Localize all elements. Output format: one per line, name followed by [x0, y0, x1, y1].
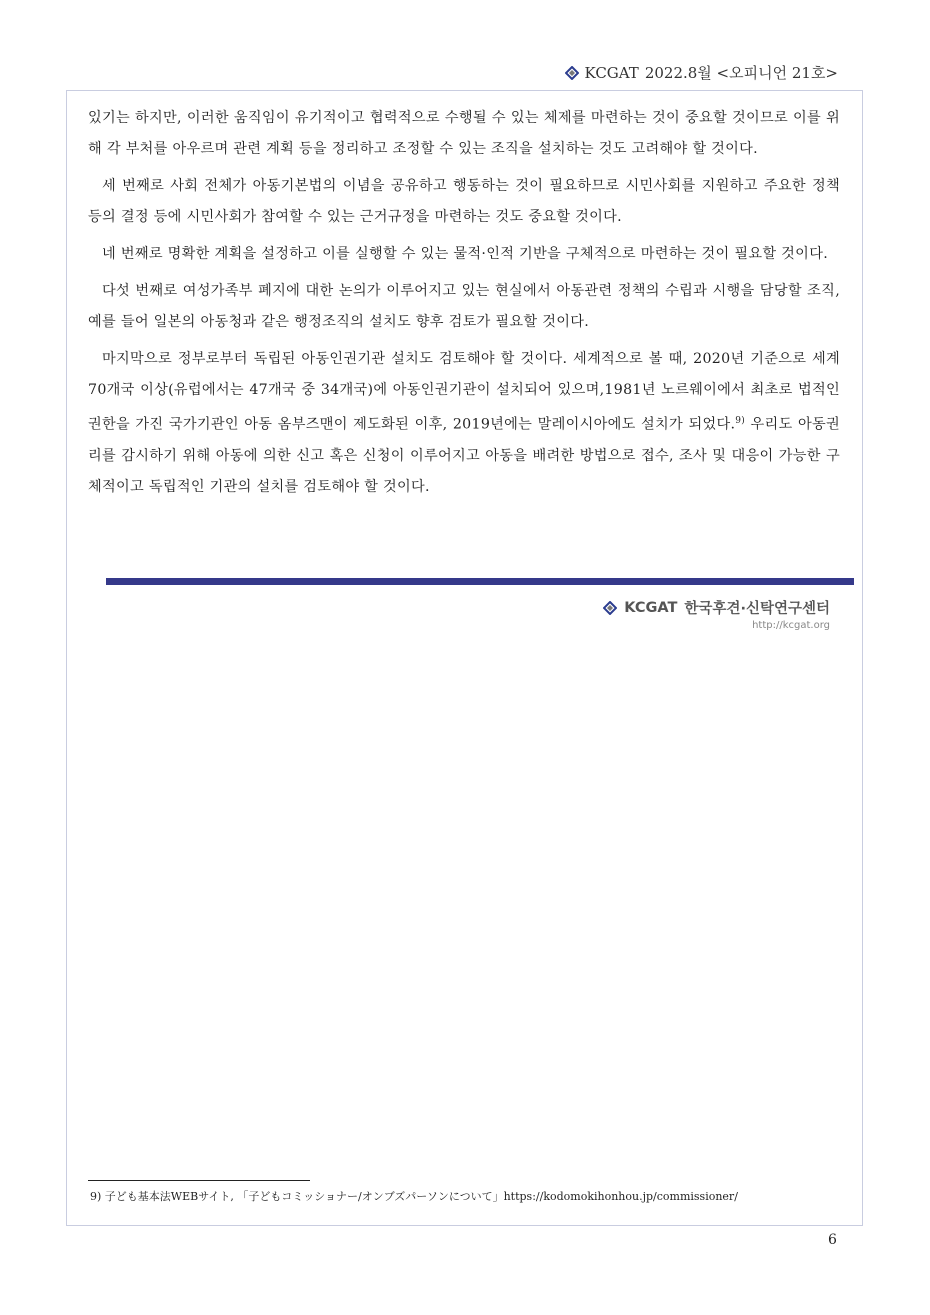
footnote-ref[interactable]: 9): [735, 416, 746, 426]
footnote-rule: [88, 1180, 310, 1181]
header-issue: 2022.8월 <오피니언 21호>: [644, 64, 838, 82]
paragraph-5-part-2: 우리도 아동권리를 감시하기 위해 아동에 의한 신고 혹은 신청이 이루어지고 아동을 배려한 방법으로 접수, 조사 및 대응이 가능한 구체적이고 독립적인 기관의 설치를 검토해야 할 것이다.: [88, 416, 840, 495]
paragraph-3: 네 번째로 명확한 계획을 설정하고 이를 실행할 수 있는 물적·인적 기반을 구체적으로 마련하는 것이 필요할 것이다.: [102, 246, 829, 262]
footnote: 9) 子ども基本法WEBサイト, 「子どもコミッショナー/オンブズパーソンについて」https://kodomokihonhou.jp/commissioner/: [90, 1190, 738, 1203]
section-divider: [106, 578, 854, 585]
paragraph-2: 세 번째로 사회 전체가 아동기본법의 이념을 공유하고 행동하는 것이 필요하므로 시민사회를 지원하고 주요한 정책 등의 결정 등에 시민사회가 참여할 수 있는 근거규정을 마련하는 것도 중요할 것이다.: [88, 178, 840, 225]
logo-brand: KCGAT: [624, 599, 678, 616]
logo-name: 한국후견·신탁연구센터: [684, 601, 830, 617]
kcgat-diamond-icon: [565, 66, 579, 80]
kcgat-diamond-icon: [603, 601, 617, 615]
logo-line: [603, 597, 830, 618]
page-number: 6: [828, 1232, 837, 1248]
paragraph-5: [88, 344, 840, 503]
page-header: [565, 62, 838, 83]
header-brand: KCGAT: [584, 63, 639, 82]
kcgat-logo: [603, 597, 830, 631]
paragraph-4: 다섯 번째로 여성가족부 폐지에 대한 논의가 이루어지고 있는 현실에서 아동관련 정책의 수립과 시행을 담당할 조직, 예를 들어 일본의 아동청과 같은 행정조직의 설치도 향후 검토가 필요할 것이다.: [88, 283, 841, 330]
paragraph-5-part-1: 마지막으로 정부로부터 독립된 아동인권기관 설치도 검토해야 할 것이다. 세계적으로 볼 때, 2020년 기준으로 세계 70개국 이상(유럽에서는 47개국 중 34개국)에 아동인권기관이 설치되어 있으며,1981년 노르웨이에서 최초로 법적인 권한을 가진 국가기관인 아동 옴부즈맨이 제도화된 이후, 2019년에는 말레이시아에도 설치가 되었다.: [88, 351, 840, 433]
paragraph-1: 있기는 하지만, 이러한 움직임이 유기적이고 협력적으로 수행될 수 있는 체제를 마련하는 것이 중요할 것이므로 이를 위해 각 부처를 아우르며 관련 계획 등을 정리하고 조정할 수 있는 조직을 설치하는 것도 고려해야 할 것이다.: [88, 110, 840, 157]
body-text: [88, 103, 840, 509]
logo-url[interactable]: http://kcgat.org: [752, 620, 830, 631]
